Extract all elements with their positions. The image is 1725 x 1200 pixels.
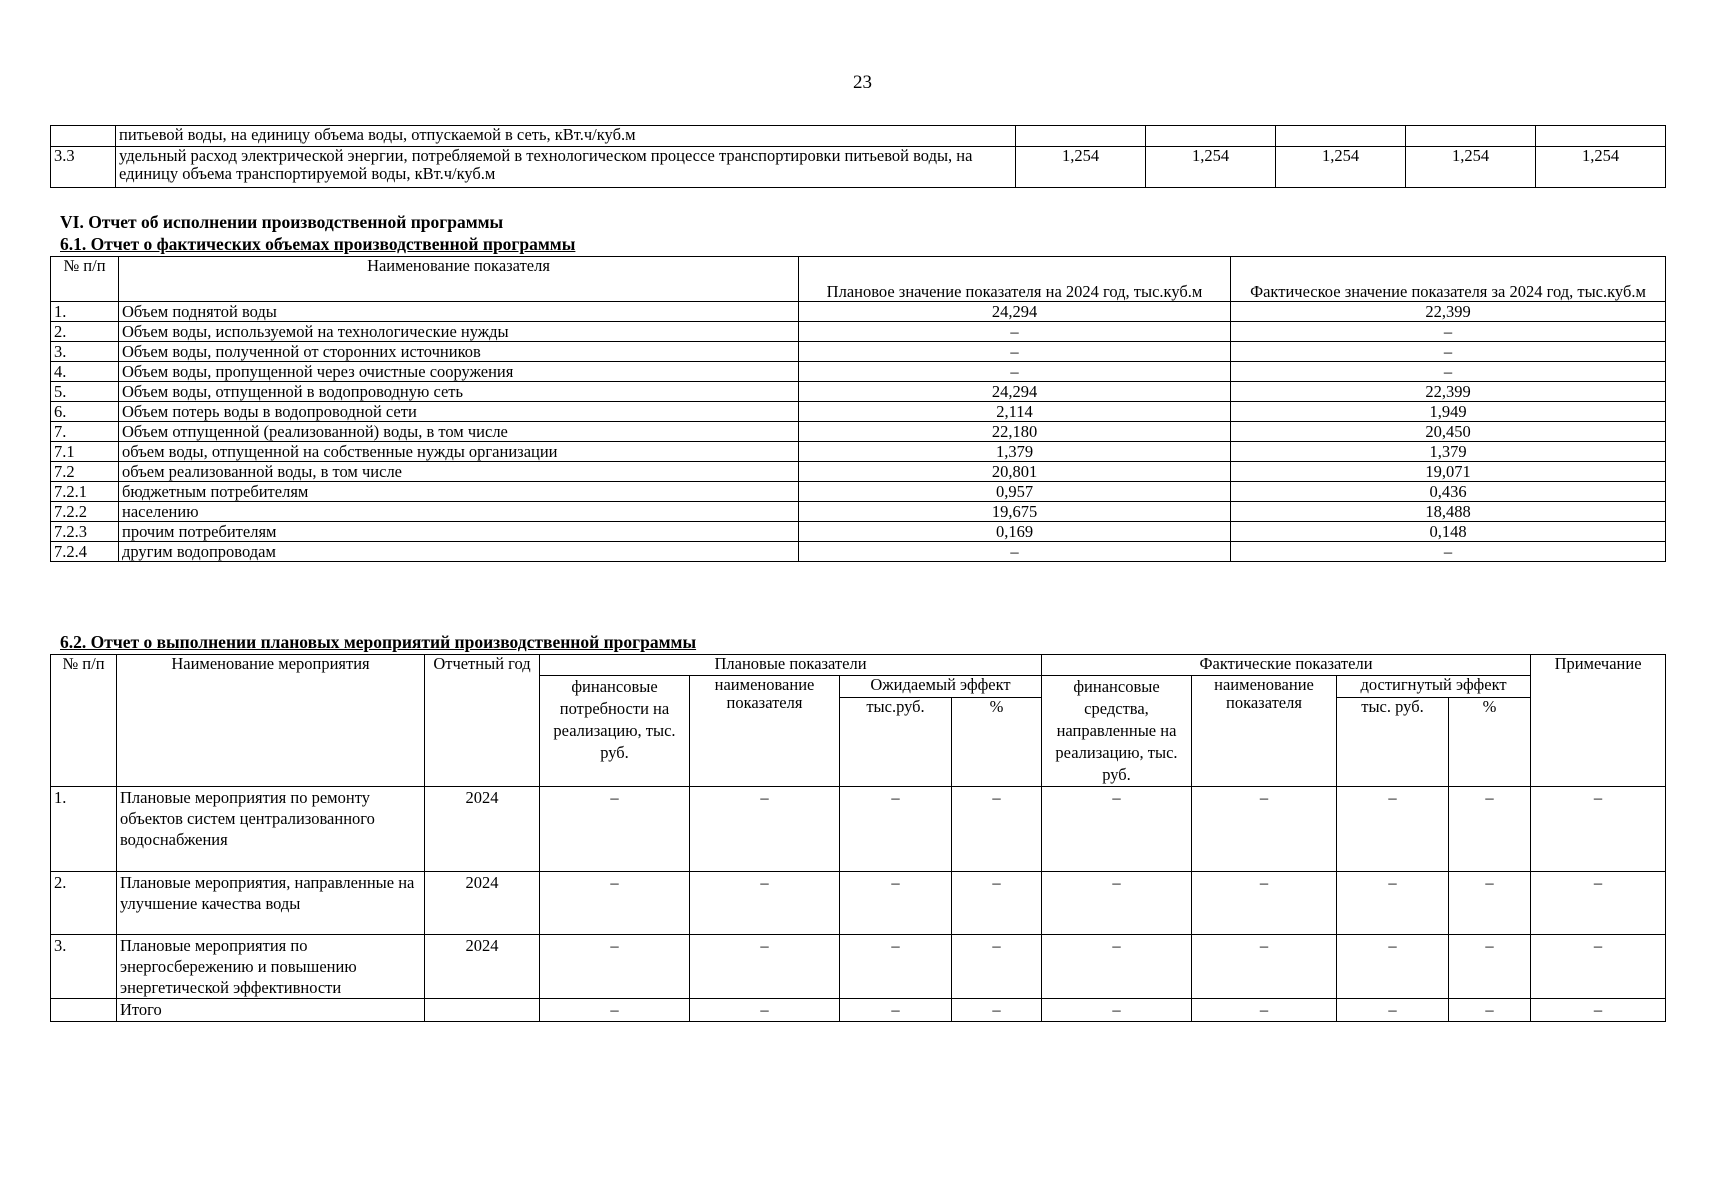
row-name: другим водопроводам xyxy=(119,542,799,562)
plan-value: 2,114 xyxy=(799,402,1231,422)
table-row xyxy=(51,787,1666,872)
table-row xyxy=(51,147,1666,188)
table-61-body xyxy=(50,301,1666,562)
header-fact-effect-pct: % xyxy=(1449,697,1531,786)
plan-value: – xyxy=(799,542,1231,562)
plan-value: 19,675 xyxy=(799,502,1231,522)
value-cell xyxy=(1406,126,1536,147)
table-header-row xyxy=(51,655,1666,676)
row-name: Итого xyxy=(117,999,425,1022)
table-row xyxy=(51,502,1666,522)
table-row xyxy=(51,322,1666,342)
table-row xyxy=(51,482,1666,502)
value-cell: 1,254 xyxy=(1536,147,1666,188)
table-header-row xyxy=(51,257,1666,302)
section-vi-title: VI. Отчет об исполнении производственной программы xyxy=(60,212,504,232)
plan-value: 0,169 xyxy=(799,522,1231,542)
row-name: населению xyxy=(119,502,799,522)
row-cell: – xyxy=(1337,787,1449,872)
row-num: 7.2.2 xyxy=(51,502,119,522)
row-num: 7.2.1 xyxy=(51,482,119,502)
row-cell: – xyxy=(1531,935,1666,999)
value-cell xyxy=(1016,126,1146,147)
row-num: 7.1 xyxy=(51,442,119,462)
row-year: 2024 xyxy=(425,872,540,935)
row-cell: – xyxy=(952,872,1042,935)
plan-value: – xyxy=(799,342,1231,362)
table-row xyxy=(51,935,1666,999)
row-num: 2. xyxy=(51,322,119,342)
header-fact-fin: финансовые средства, направленные на реализацию, тыс. руб. xyxy=(1042,676,1192,787)
header-fact-group: Фактические показатели xyxy=(1042,655,1531,676)
fact-value: – xyxy=(1231,342,1666,362)
value-cell xyxy=(1276,126,1406,147)
row-name: прочим потребителям xyxy=(119,522,799,542)
row-cell: – xyxy=(1337,935,1449,999)
table-row xyxy=(51,362,1666,382)
fact-value: 1,379 xyxy=(1231,442,1666,462)
row-cell: – xyxy=(690,999,840,1022)
table-row xyxy=(51,442,1666,462)
fact-value: 0,148 xyxy=(1231,522,1666,542)
row-num: 5. xyxy=(51,382,119,402)
row-cell: – xyxy=(840,999,952,1022)
value-cell: 1,254 xyxy=(1276,147,1406,188)
row-num: 3. xyxy=(51,342,119,362)
fact-value: 0,436 xyxy=(1231,482,1666,502)
header-plan-fin: финансовые потребности на реализацию, тыс. руб. xyxy=(540,676,690,787)
row-num: 7.2 xyxy=(51,462,119,482)
row-cell: – xyxy=(1042,999,1192,1022)
table-row xyxy=(51,542,1666,562)
table-row xyxy=(51,999,1666,1022)
row-cell: – xyxy=(1337,999,1449,1022)
row-num xyxy=(51,126,116,147)
header-note: Примечание xyxy=(1531,655,1666,787)
value-cell: 1,254 xyxy=(1146,147,1276,188)
row-cell: – xyxy=(540,787,690,872)
row-name: Объем воды, используемой на технологические нужды xyxy=(119,322,799,342)
row-name: Объем поднятой воды xyxy=(119,302,799,322)
row-num: 7.2.4 xyxy=(51,542,119,562)
row-cell: – xyxy=(690,787,840,872)
row-cell: – xyxy=(1531,999,1666,1022)
row-cell: – xyxy=(1449,787,1531,872)
value-cell: 1,254 xyxy=(1016,147,1146,188)
fact-value: 1,949 xyxy=(1231,402,1666,422)
header-plan-effect: Ожидаемый эффект xyxy=(840,676,1042,698)
value-cell xyxy=(1146,126,1276,147)
table-energy-consumption xyxy=(50,125,1666,188)
table-row xyxy=(51,522,1666,542)
plan-value: 20,801 xyxy=(799,462,1231,482)
fact-value: 18,488 xyxy=(1231,502,1666,522)
plan-value: – xyxy=(799,362,1231,382)
plan-value: 24,294 xyxy=(799,302,1231,322)
plan-value: 0,957 xyxy=(799,482,1231,502)
row-year: 2024 xyxy=(425,787,540,872)
row-cell: – xyxy=(1192,872,1337,935)
row-num: 2. xyxy=(51,872,117,935)
row-cell: – xyxy=(1042,787,1192,872)
header-name: Наименование показателя xyxy=(119,257,799,302)
table-row xyxy=(51,872,1666,935)
header-fact-indicator: наименование показателя xyxy=(1192,676,1337,787)
value-cell: 1,254 xyxy=(1406,147,1536,188)
value-cell xyxy=(1536,126,1666,147)
row-name: Объем воды, пропущенной через очистные сооружения xyxy=(119,362,799,382)
row-name: Плановые мероприятия по энергосбережению и повышению энергетической эффективности xyxy=(117,935,425,999)
row-cell: – xyxy=(1192,999,1337,1022)
row-name: Плановые мероприятия, направленные на улучшение качества воды xyxy=(117,872,425,935)
row-year: 2024 xyxy=(425,935,540,999)
row-cell: – xyxy=(1449,872,1531,935)
fact-value: 22,399 xyxy=(1231,382,1666,402)
table-row xyxy=(51,402,1666,422)
row-cell: – xyxy=(952,935,1042,999)
row-name: Объем потерь воды в водопроводной сети xyxy=(119,402,799,422)
row-cell: – xyxy=(540,935,690,999)
row-num: 7.2.3 xyxy=(51,522,119,542)
row-cell: – xyxy=(840,872,952,935)
fact-value: – xyxy=(1231,542,1666,562)
row-cell: – xyxy=(952,999,1042,1022)
row-cell: – xyxy=(1531,787,1666,872)
row-num: 3.3 xyxy=(51,147,116,188)
header-plan-indicator: наименование показателя xyxy=(690,676,840,787)
fact-value: 20,450 xyxy=(1231,422,1666,442)
row-cell: – xyxy=(1337,872,1449,935)
header-fact-effect-rub: тыс. руб. xyxy=(1337,697,1449,786)
row-num: 1. xyxy=(51,787,117,872)
table-row xyxy=(51,126,1666,147)
fact-value: – xyxy=(1231,322,1666,342)
table-row xyxy=(51,302,1666,322)
row-name: питьевой воды, на единицу объема воды, отпускаемой в сеть, кВт.ч/куб.м xyxy=(116,126,1016,147)
header-fact: Фактическое значение показателя за 2024 год, тыс.куб.м xyxy=(1231,257,1666,302)
row-name: удельный расход электрической энергии, потребляемой в технологическом процессе транспортировки питьевой воды, на единицу объема транспортируемой воды, кВт.ч/куб.м xyxy=(116,147,1016,188)
row-cell: – xyxy=(840,935,952,999)
header-fact-effect: достигнутый эффект xyxy=(1337,676,1531,698)
table-61-volumes xyxy=(50,256,1666,302)
page-number: 23 xyxy=(853,72,872,93)
row-name: Объем воды, полученной от сторонних источников xyxy=(119,342,799,362)
row-cell: – xyxy=(952,787,1042,872)
section-61-title: 6.1. Отчет о фактических объемах производственной программы xyxy=(60,234,576,254)
row-name: Объем отпущенной (реализованной) воды, в том числе xyxy=(119,422,799,442)
row-num: 7. xyxy=(51,422,119,442)
row-cell: – xyxy=(690,872,840,935)
row-year xyxy=(425,999,540,1022)
row-cell: – xyxy=(840,787,952,872)
table-row xyxy=(51,382,1666,402)
row-cell: – xyxy=(1531,872,1666,935)
row-cell: – xyxy=(1042,872,1192,935)
row-num xyxy=(51,999,117,1022)
row-name: объем реализованной воды, в том числе xyxy=(119,462,799,482)
fact-value: 19,071 xyxy=(1231,462,1666,482)
row-num: 4. xyxy=(51,362,119,382)
row-cell: – xyxy=(540,872,690,935)
fact-value: 22,399 xyxy=(1231,302,1666,322)
header-plan-effect-pct: % xyxy=(952,697,1042,786)
row-cell: – xyxy=(1192,787,1337,872)
header-num: № п/п xyxy=(51,257,119,302)
table-row xyxy=(51,342,1666,362)
row-num: 3. xyxy=(51,935,117,999)
table-row xyxy=(51,422,1666,442)
row-num: 6. xyxy=(51,402,119,422)
row-name: бюджетным потребителям xyxy=(119,482,799,502)
plan-value: – xyxy=(799,322,1231,342)
table-62-measures xyxy=(50,654,1666,1022)
header-plan: Плановое значение показателя на 2024 год, тыс.куб.м xyxy=(799,257,1231,302)
row-num: 1. xyxy=(51,302,119,322)
header-year: Отчетный год xyxy=(425,655,540,787)
header-num: № п/п xyxy=(51,655,117,787)
plan-value: 24,294 xyxy=(799,382,1231,402)
row-cell: – xyxy=(690,935,840,999)
row-name: Объем воды, отпущенной в водопроводную сеть xyxy=(119,382,799,402)
header-name: Наименование мероприятия xyxy=(117,655,425,787)
header-plan-group: Плановые показатели xyxy=(540,655,1042,676)
header-plan-effect-rub: тыс.руб. xyxy=(840,697,952,786)
fact-value: – xyxy=(1231,362,1666,382)
row-name: Плановые мероприятия по ремонту объектов систем централизованного водоснабжения xyxy=(117,787,425,872)
row-cell: – xyxy=(1449,935,1531,999)
plan-value: 22,180 xyxy=(799,422,1231,442)
section-62-title: 6.2. Отчет о выполнении плановых мероприятий производственной программы xyxy=(60,632,697,652)
table-row xyxy=(51,462,1666,482)
row-name: объем воды, отпущенной на собственные нужды организации xyxy=(119,442,799,462)
row-cell: – xyxy=(540,999,690,1022)
row-cell: – xyxy=(1449,999,1531,1022)
row-cell: – xyxy=(1192,935,1337,999)
row-cell: – xyxy=(1042,935,1192,999)
plan-value: 1,379 xyxy=(799,442,1231,462)
